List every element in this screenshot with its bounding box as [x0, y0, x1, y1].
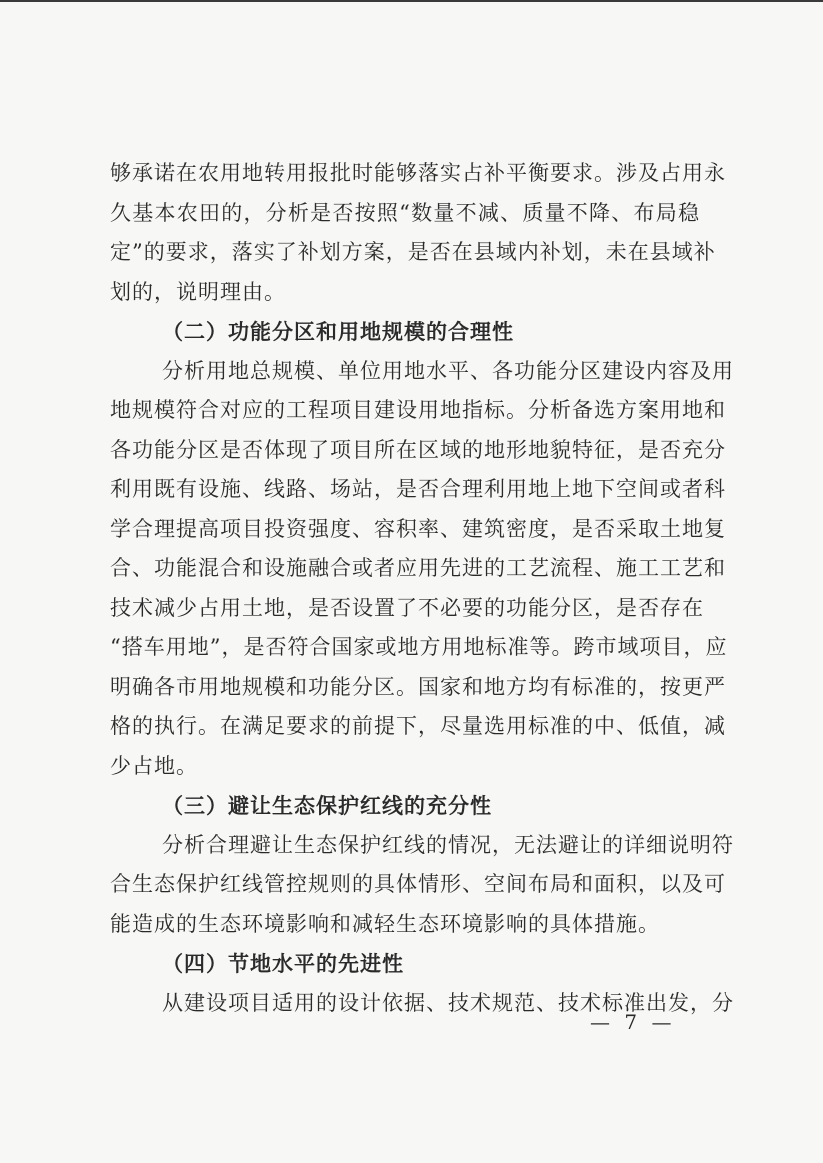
text-line: 地规模符合对应的工程项目建设用地指标。分析备选方案用地和 — [110, 398, 726, 422]
text-line: 分析用地总规模、单位用地水平、各功能分区建设内容及用 — [162, 358, 734, 383]
document-body — [110, 154, 734, 1023]
page-number: — 7 — — [590, 1010, 676, 1034]
text-line: “搭车用地”，是否符合国家或地方用地标准等。跨市域项目，应 — [110, 635, 728, 659]
text-line: 格的执行。在满足要求的前提下，尽量选用标准的中、低值，减 — [110, 714, 726, 738]
text-line: 少占地。 — [110, 753, 198, 778]
text-line: 学合理提高项目投资强度、容积率、建筑密度，是否采取土地复 — [110, 516, 726, 541]
text-line: 技术减少占用土地，是否设置了不必要的功能分区，是否存在 — [110, 595, 704, 620]
text-line: 从建设项目适用的设计依据、技术规范、技术标准出发，分 — [162, 990, 734, 1015]
text-line: 各功能分区是否体现了项目所在区域的地形地貌特征，是否充分 — [110, 437, 726, 462]
text-line: 够承诺在农用地转用报批时能够落实占补平衡要求。涉及占用永 — [110, 161, 726, 185]
text-line: 能造成的生态环境影响和减轻生态环境影响的具体措施。 — [110, 911, 660, 936]
text-line: 定”的要求，落实了补划方案，是否在县域内补划，未在县域补 — [110, 240, 716, 264]
text-line: 合生态保护红线管控规则的具体情形、空间布局和面积，以及可 — [110, 872, 726, 896]
text-line: 利用既有设施、线路、场站，是否合理利用地上地下空间或者科 — [110, 477, 726, 501]
section-heading-2: （二）功能分区和用地规模的合理性 — [162, 319, 514, 344]
text-line: 分析合理避让生态保护红线的情况，无法避让的详细说明符 — [162, 832, 734, 857]
text-line: 划的，说明理由。 — [110, 279, 286, 304]
text-line: 久基本农田的，分析是否按照“数量不减、质量不降、布局稳 — [110, 200, 700, 225]
section-heading-4: （四）节地水平的先进性 — [162, 951, 404, 976]
paragraph-functional-zoning — [110, 352, 734, 787]
text-line: 合、功能混合和设施融合或者应用先进的工艺流程、施工工艺和 — [110, 556, 726, 580]
text-line: 明确各市用地规模和功能分区。国家和地方均有标准的，按更严 — [110, 674, 726, 699]
paragraph-land-balance — [110, 154, 726, 312]
section-heading-3: （三）避让生态保护红线的充分性 — [162, 793, 492, 818]
paragraph-ecological-redline — [110, 826, 734, 945]
page-top-border — [0, 0, 823, 2]
